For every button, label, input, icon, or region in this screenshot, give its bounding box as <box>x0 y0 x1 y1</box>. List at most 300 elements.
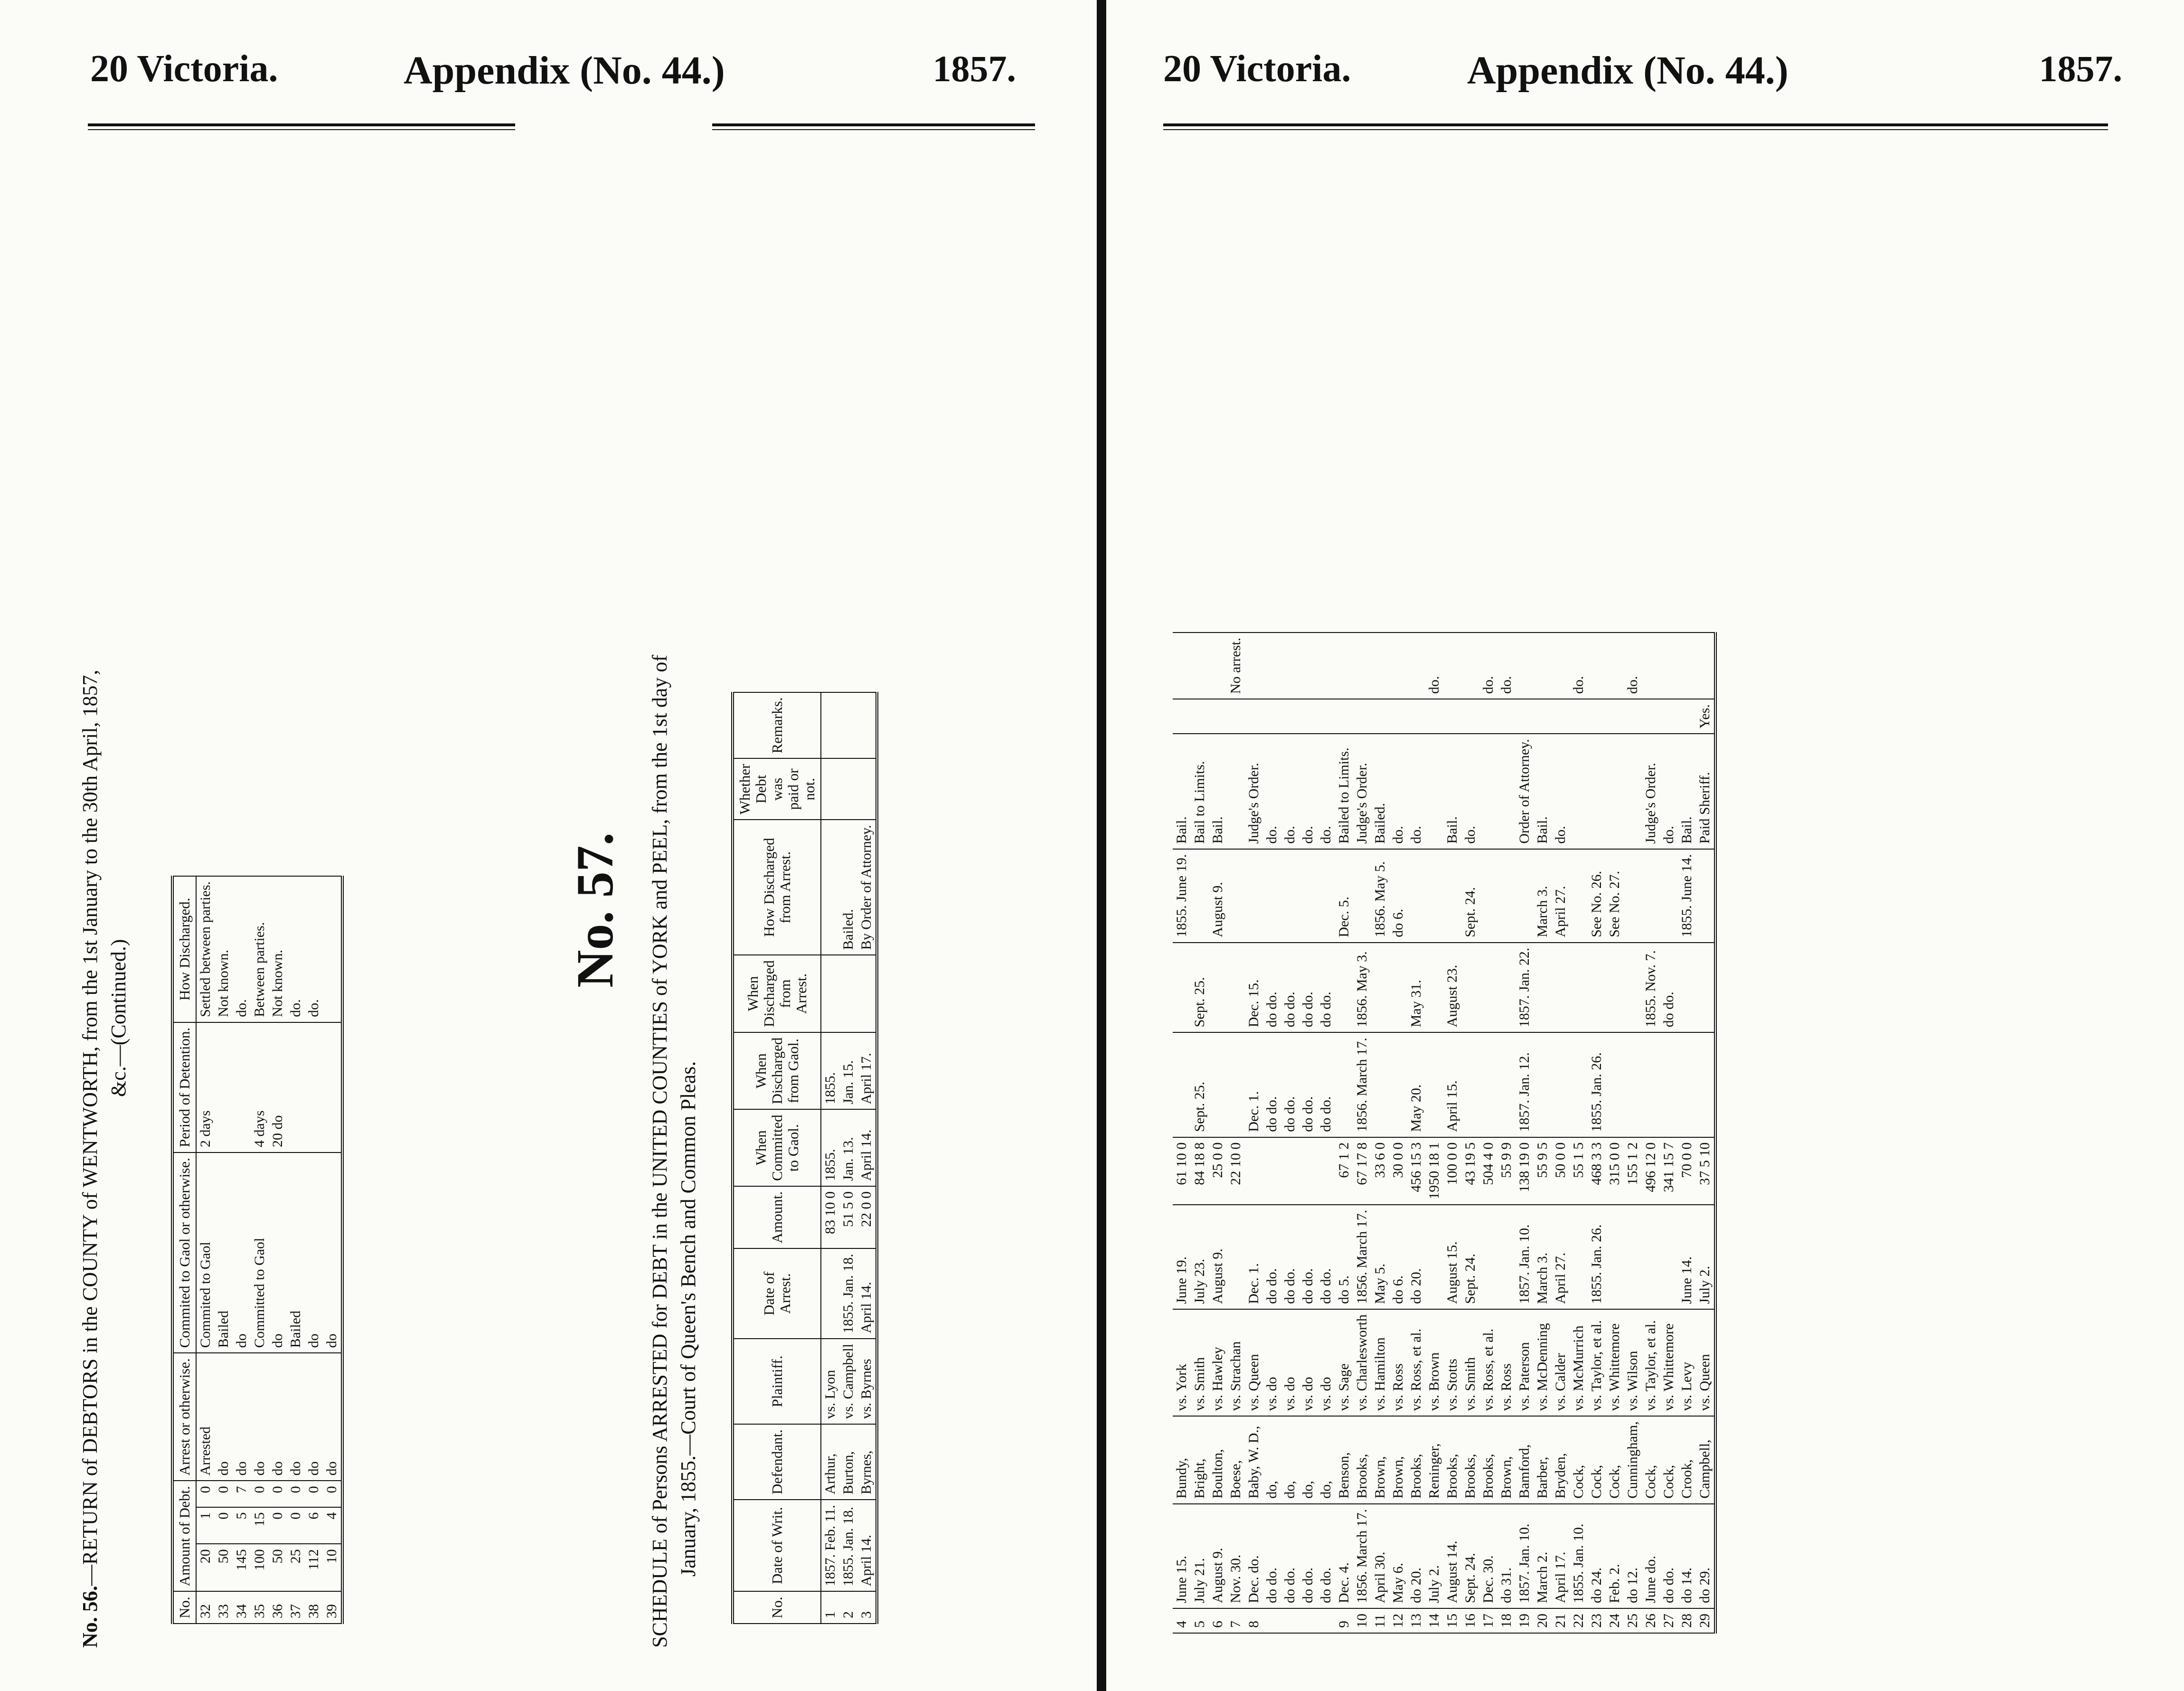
cell-whether <box>1281 699 1299 734</box>
cell-plaintiff: vs. Ross, et al. <box>1479 1309 1497 1416</box>
cell-how: Judge's Order. <box>1245 734 1263 849</box>
cell-plaintiff: vs. Ross, et al. <box>1407 1309 1425 1416</box>
cell-how <box>1570 734 1588 849</box>
cell-no: 7 <box>1227 1608 1245 1633</box>
cell-whether <box>1263 699 1281 734</box>
cell-plaintiff: vs. Calder <box>1552 1309 1570 1416</box>
cell-writ: April 17. <box>1552 1504 1570 1608</box>
cell-remarks <box>1443 633 1461 699</box>
cell-committed <box>1696 1032 1715 1137</box>
year-label: 1857. <box>932 48 1016 89</box>
cell-how <box>1588 734 1606 849</box>
table-row: 2 1855. Jan. 18. Burton, vs. Campbell 1855. Jan. 18. 51 5 0 Jan. 13. Jan. 15. Bailed. <box>839 692 857 1624</box>
cell-defendant: Brooks, <box>1461 1416 1479 1504</box>
cell-dis-arrest <box>1479 849 1497 943</box>
cell-plaintiff: vs. Hamilton <box>1371 1309 1389 1416</box>
cell-dis-gaol: 1857. Jan. 22. <box>1516 943 1534 1033</box>
cell-defendant: Crook, <box>1678 1416 1696 1504</box>
cell-remarks <box>1173 633 1191 699</box>
cell-amount <box>1263 1137 1281 1205</box>
cell-arrest: August 9. <box>1209 1205 1227 1309</box>
cell-plaintiff: vs. Queen <box>1696 1309 1715 1416</box>
cell-plaintiff: vs. Levy <box>1678 1309 1696 1416</box>
cell-dis-gaol: Dec. 15. <box>1245 943 1263 1033</box>
cell-how: Bail to Limits. <box>1191 734 1209 849</box>
col-no: No. <box>733 1591 821 1624</box>
cell-amount: 55 9 5 <box>1534 1137 1552 1205</box>
cell-committed <box>1461 1032 1479 1137</box>
col-committed: Commited to Gaol or otherwise. <box>172 1153 196 1353</box>
cell-plaintiff: vs. Smith <box>1461 1309 1479 1416</box>
cell-how: Bail. <box>1209 734 1227 849</box>
cell-dis-arrest: See No. 26. <box>1588 849 1606 943</box>
col-date-arrest: Date of Arrest. <box>733 1248 821 1339</box>
cell-remarks <box>1299 633 1317 699</box>
cell-plaintiff: vs. Ross <box>1497 1309 1516 1416</box>
cell-plaintiff: vs. Wilson <box>1624 1309 1642 1416</box>
cell-dis-arrest <box>1516 849 1534 943</box>
cell-defendant: Bundy, <box>1173 1416 1191 1504</box>
table-row <box>1245 633 1263 1633</box>
cell-amount: 70 0 0 <box>1678 1137 1696 1205</box>
cell-defendant: do, <box>1263 1416 1281 1504</box>
cell-remarks <box>1552 633 1570 699</box>
cell-committed <box>1389 1032 1407 1137</box>
cell-committed <box>1371 1032 1389 1137</box>
no57-title <box>646 655 703 1648</box>
cell-whether <box>1588 699 1606 734</box>
cell-committed <box>1497 1032 1516 1137</box>
cell-dis-arrest: March 3. <box>1534 849 1552 943</box>
cell-writ: do do. <box>1263 1504 1281 1608</box>
cell-dis-gaol: Sept. 25. <box>1191 943 1209 1033</box>
return56-number: No. 56. <box>78 1586 102 1648</box>
cell-dis-gaol: 1856. May 3. <box>1353 943 1371 1033</box>
cell-no: 29 <box>1696 1608 1715 1633</box>
cell-amount <box>1281 1137 1299 1205</box>
cell-whether <box>1552 699 1570 734</box>
cell-committed <box>1479 1032 1497 1137</box>
cell-how: do. <box>1552 734 1570 849</box>
cell-remarks: do. <box>1425 633 1443 699</box>
cell-writ: do 24. <box>1588 1504 1606 1608</box>
col-no: No. <box>172 1591 196 1624</box>
cell-defendant: Brown, <box>1497 1416 1516 1504</box>
cell-amount: 22 10 0 <box>1227 1137 1245 1205</box>
return56-table-block <box>171 876 344 1624</box>
cell-writ: July 21. <box>1191 1504 1209 1608</box>
cell-defendant: Cock, <box>1642 1416 1660 1504</box>
no57-table-block <box>731 692 878 1624</box>
cell-whether <box>1606 699 1624 734</box>
cell-how: Bailed to Limits. <box>1335 734 1353 849</box>
cell-writ: May 6. <box>1389 1504 1407 1608</box>
cell-committed <box>1173 1032 1191 1137</box>
cell-writ: June 15. <box>1173 1504 1191 1608</box>
return56-top-rule <box>88 123 515 130</box>
cell-arrest <box>1660 1205 1678 1309</box>
cell-no: 19 <box>1516 1608 1534 1633</box>
cell-remarks <box>1407 633 1425 699</box>
cell-no: 28 <box>1678 1608 1696 1633</box>
cell-committed: do do. <box>1281 1032 1299 1137</box>
continuation-table-block <box>1173 632 1717 1634</box>
cell-writ: do 12. <box>1624 1504 1642 1608</box>
table-row: 38 112 6 0 do do do. <box>305 876 323 1624</box>
cell-remarks <box>1389 633 1407 699</box>
cell-no: 20 <box>1534 1608 1552 1633</box>
cell-remarks <box>1588 633 1606 699</box>
session-label: 20 Victoria. <box>1163 48 1351 90</box>
cell-arrest: August 15. <box>1443 1205 1461 1309</box>
cell-no: 10 <box>1353 1608 1371 1633</box>
cell-dis-arrest: do 6. <box>1389 849 1407 943</box>
cell-no: 15 <box>1443 1608 1461 1633</box>
cell-arrest: June 14. <box>1678 1205 1696 1309</box>
cell-writ: Sept. 24. <box>1461 1504 1479 1608</box>
cell-dis-arrest <box>1245 849 1263 943</box>
cell-whether <box>1353 699 1371 734</box>
cell-dis-gaol <box>1335 943 1353 1033</box>
cell-whether <box>1516 699 1534 734</box>
cell-amount: 341 15 7 <box>1660 1137 1678 1205</box>
cell-dis-arrest: Dec. 5. <box>1335 849 1353 943</box>
cell-whether: Yes. <box>1696 699 1715 734</box>
cell-remarks <box>1516 633 1534 699</box>
cell-dis-gaol <box>1497 943 1516 1033</box>
cell-defendant: Boese, <box>1227 1416 1245 1504</box>
cell-remarks <box>1335 633 1353 699</box>
cell-plaintiff: vs. do <box>1281 1309 1299 1416</box>
table-row <box>1407 633 1425 1633</box>
cell-how: Order of Attorney. <box>1516 734 1534 849</box>
cell-how: do. <box>1407 734 1425 849</box>
cell-arrest: May 5. <box>1371 1205 1389 1309</box>
cell-how: do. <box>1299 734 1317 849</box>
appendix-label: Appendix (No. 44.) <box>404 48 725 93</box>
cell-no: 18 <box>1497 1608 1516 1633</box>
cell-defendant: Brooks, <box>1479 1416 1497 1504</box>
cell-remarks: do. <box>1624 633 1642 699</box>
cell-dis-gaol <box>1588 943 1606 1033</box>
cell-dis-gaol <box>1552 943 1570 1033</box>
cell-dis-arrest <box>1317 849 1335 943</box>
cell-writ: April 30. <box>1371 1504 1389 1608</box>
cell-whether <box>1678 699 1696 734</box>
cell-defendant: do, <box>1299 1416 1317 1504</box>
cell-plaintiff: vs. do <box>1299 1309 1317 1416</box>
cell-writ: 1856. March 17. <box>1353 1504 1371 1608</box>
cell-amount: 55 1 5 <box>1570 1137 1588 1205</box>
cell-arrest: do do. <box>1263 1205 1281 1309</box>
cell-amount: 155 1 2 <box>1624 1137 1642 1205</box>
cell-dis-gaol <box>1209 943 1227 1033</box>
table-row <box>1642 633 1660 1633</box>
cell-arrest: July 2. <box>1696 1205 1715 1309</box>
cell-dis-gaol <box>1227 943 1245 1033</box>
cell-committed <box>1642 1032 1660 1137</box>
cell-how: Bail. <box>1534 734 1552 849</box>
cell-how <box>1479 734 1497 849</box>
cell-plaintiff: vs. Strachan <box>1227 1309 1245 1416</box>
cell-remarks <box>1353 633 1371 699</box>
cell-remarks <box>1371 633 1389 699</box>
no57-title-line2: January, 1855.—Court of Queen's Bench and Common Pleas. <box>677 1061 700 1577</box>
cell-how <box>1425 734 1443 849</box>
table-row <box>1191 633 1209 1633</box>
cell-whether <box>1407 699 1425 734</box>
cell-amount <box>1317 1137 1335 1205</box>
col-how: How Discharged from Arrest. <box>733 820 821 955</box>
cell-writ: do 29. <box>1696 1504 1715 1608</box>
cell-arrest: April 27. <box>1552 1205 1570 1309</box>
cell-remarks <box>1534 633 1552 699</box>
cell-defendant: Bamford, <box>1516 1416 1534 1504</box>
table-row <box>1281 633 1299 1633</box>
cell-remarks <box>1317 633 1335 699</box>
cell-committed: do do. <box>1317 1032 1335 1137</box>
no57-title-line1: SCHEDULE of Persons ARRESTED for DEBT in the UNITED COUNTIES of YORK and PEEL, from the 1st day of <box>648 654 671 1648</box>
cell-committed <box>1209 1032 1227 1137</box>
cell-defendant: do, <box>1281 1416 1299 1504</box>
col-period: Period of Detention. <box>172 1022 196 1153</box>
cell-amount: 100 0 0 <box>1443 1137 1461 1205</box>
cell-no: 4 <box>1173 1608 1191 1633</box>
cell-arrest <box>1479 1205 1497 1309</box>
table-row <box>1209 633 1227 1633</box>
cell-arrest <box>1642 1205 1660 1309</box>
cell-arrest <box>1227 1205 1245 1309</box>
cell-dis-gaol: do do. <box>1281 943 1299 1033</box>
cell-arrest: do 6. <box>1389 1205 1407 1309</box>
cell-no <box>1317 1608 1335 1633</box>
year-label: 1857. <box>2039 48 2122 89</box>
col-plaintiff: Plaintiff. <box>733 1339 821 1424</box>
cell-defendant: Cock, <box>1606 1416 1624 1504</box>
cell-writ: 1857. Jan. 10. <box>1516 1504 1534 1608</box>
cell-no: 9 <box>1335 1608 1353 1633</box>
cell-arrest: do do. <box>1317 1205 1335 1309</box>
table-row <box>1425 633 1443 1633</box>
cell-remarks <box>1245 633 1263 699</box>
cell-whether <box>1371 699 1389 734</box>
table-row: 1 1857. Feb. 11. Arthur, vs. Lyon 83 10 0 1855. 1855. <box>821 692 839 1624</box>
cell-defendant: Boulton, <box>1209 1416 1227 1504</box>
cell-arrest: June 19. <box>1173 1205 1191 1309</box>
cell-arrest: March 3. <box>1534 1205 1552 1309</box>
cell-amount: 50 0 0 <box>1552 1137 1570 1205</box>
cell-whether <box>1191 699 1209 734</box>
table-row <box>1371 633 1389 1633</box>
col-whether: Whether Debt was paid or not. <box>733 759 821 820</box>
cell-remarks <box>1660 633 1678 699</box>
cell-how: do. <box>1461 734 1479 849</box>
col-arrest: Arrest or otherwise. <box>172 1353 196 1481</box>
cell-writ: do do. <box>1317 1504 1335 1608</box>
cell-remarks <box>1191 633 1209 699</box>
cell-arrest: 1855. Jan. 26. <box>1588 1205 1606 1309</box>
cell-arrest: Sept. 24. <box>1461 1205 1479 1309</box>
cell-defendant: Brown, <box>1389 1416 1407 1504</box>
cell-committed: do do. <box>1299 1032 1317 1137</box>
table-row <box>1317 633 1335 1633</box>
cell-plaintiff: vs. Taylor, et al. <box>1642 1309 1660 1416</box>
cell-dis-arrest <box>1191 849 1209 943</box>
cell-dis-arrest <box>1425 849 1443 943</box>
cell-writ: March 2. <box>1534 1504 1552 1608</box>
cell-amount: 456 15 3 <box>1407 1137 1425 1205</box>
cell-dis-gaol: do do. <box>1317 943 1335 1033</box>
col-amount: Amount. <box>733 1186 821 1248</box>
cell-remarks <box>1461 633 1479 699</box>
cell-writ: do 31. <box>1497 1504 1516 1608</box>
cell-dis-arrest <box>1497 849 1516 943</box>
cell-dis-gaol <box>1371 943 1389 1033</box>
cell-committed: April 15. <box>1443 1032 1461 1137</box>
cell-plaintiff: vs. Smith <box>1191 1309 1209 1416</box>
col-defendant: Defendant. <box>733 1424 821 1500</box>
cell-amount: 67 17 8 <box>1353 1137 1371 1205</box>
cell-arrest: do 20. <box>1407 1205 1425 1309</box>
cell-remarks: do. <box>1479 633 1497 699</box>
cell-writ: Nov. 30. <box>1227 1504 1245 1608</box>
continuation-table-body <box>1173 633 1715 1633</box>
cell-amount: 33 6 0 <box>1371 1137 1389 1205</box>
table-row <box>1570 633 1588 1633</box>
cell-whether <box>1425 699 1443 734</box>
cell-dis-arrest <box>1696 849 1715 943</box>
table-row <box>1660 633 1678 1633</box>
cell-defendant: Brown, <box>1371 1416 1389 1504</box>
cell-committed: Sept. 25. <box>1191 1032 1209 1137</box>
cell-defendant: Barber, <box>1534 1416 1552 1504</box>
table-row: 35 100 15 0 do Committed to Gaol 4 days Between parties. <box>251 876 269 1624</box>
cell-amount: 43 19 5 <box>1461 1137 1479 1205</box>
col-discharged-arrest: When Discharged from Arrest. <box>733 955 821 1032</box>
cell-dis-gaol <box>1624 943 1642 1033</box>
cell-amount: 30 0 0 <box>1389 1137 1407 1205</box>
cell-defendant: Brooks, <box>1407 1416 1425 1504</box>
table-row <box>1606 633 1624 1633</box>
table-row <box>1389 633 1407 1633</box>
cell-dis-arrest <box>1660 849 1678 943</box>
cell-how: Bailed. <box>1371 734 1389 849</box>
table-row: 36 50 0 0 do do 20 do Not known. <box>269 876 287 1624</box>
return56-title-line2: &c.—(Continued.) <box>107 939 130 1097</box>
cell-plaintiff: vs. Ross <box>1389 1309 1407 1416</box>
cell-committed <box>1534 1032 1552 1137</box>
table-row <box>1497 633 1516 1633</box>
cell-whether <box>1660 699 1678 734</box>
cell-plaintiff: vs. McDenning <box>1534 1309 1552 1416</box>
table-row: 33 50 0 0 do Bailed Not known. <box>215 876 233 1624</box>
cell-how <box>1606 734 1624 849</box>
cell-defendant: Brooks, <box>1443 1416 1461 1504</box>
table-row <box>1335 633 1353 1633</box>
cell-remarks <box>1606 633 1624 699</box>
no57-table <box>731 692 878 1624</box>
cell-committed: Dec. 1. <box>1245 1032 1263 1137</box>
cell-dis-gaol <box>1678 943 1696 1033</box>
cell-no: 27 <box>1660 1608 1678 1633</box>
cell-amount: 315 0 0 <box>1606 1137 1624 1205</box>
cell-dis-gaol: do do. <box>1660 943 1678 1033</box>
cell-whether <box>1245 699 1263 734</box>
cell-amount: 84 18 8 <box>1191 1137 1209 1205</box>
cell-dis-gaol <box>1173 943 1191 1033</box>
cell-dis-gaol <box>1696 943 1715 1033</box>
cell-how: do. <box>1317 734 1335 849</box>
cell-defendant: Reninger, <box>1425 1416 1443 1504</box>
cell-amount: 55 9 9 <box>1497 1137 1516 1205</box>
page-gutter <box>1097 0 1106 1691</box>
cell-whether <box>1209 699 1227 734</box>
cell-committed <box>1660 1032 1678 1137</box>
cell-remarks <box>1281 633 1299 699</box>
cell-amount: 138 19 0 <box>1516 1137 1534 1205</box>
cell-dis-arrest <box>1353 849 1371 943</box>
cell-amount: 67 1 2 <box>1335 1137 1353 1205</box>
cell-no: 25 <box>1624 1608 1642 1633</box>
session-label: 20 Victoria. <box>90 48 278 90</box>
cell-writ: 1855. Jan. 10. <box>1570 1504 1588 1608</box>
cell-no: 11 <box>1371 1608 1389 1633</box>
cell-how: Bail. <box>1443 734 1461 849</box>
table-row <box>1263 633 1281 1633</box>
cell-remarks: do. <box>1497 633 1516 699</box>
cell-how <box>1624 734 1642 849</box>
cell-writ: Dec. do. <box>1245 1504 1263 1608</box>
cell-plaintiff: vs. Charlesworth <box>1353 1309 1371 1416</box>
cell-how <box>1227 734 1245 849</box>
cell-dis-gaol: May 31. <box>1407 943 1425 1033</box>
table-row <box>1443 633 1461 1633</box>
cell-dis-arrest <box>1227 849 1245 943</box>
cell-dis-arrest <box>1407 849 1425 943</box>
cell-how: Judge's Order. <box>1353 734 1371 849</box>
cell-plaintiff: vs. Sage <box>1335 1309 1353 1416</box>
table-row <box>1624 633 1642 1633</box>
cell-plaintiff: vs. York <box>1173 1309 1191 1416</box>
cell-dis-arrest <box>1263 849 1281 943</box>
cell-defendant: Brooks, <box>1353 1416 1371 1504</box>
cell-writ: do do. <box>1299 1504 1317 1608</box>
cell-plaintiff: vs. do <box>1317 1309 1335 1416</box>
cell-defendant: do, <box>1317 1416 1335 1504</box>
cell-defendant: Cock, <box>1570 1416 1588 1504</box>
cell-whether <box>1389 699 1407 734</box>
col-amount: Amount of Debt. <box>172 1481 196 1591</box>
cell-arrest <box>1606 1205 1624 1309</box>
cell-dis-gaol: do do. <box>1299 943 1317 1033</box>
cell-arrest: July 23. <box>1191 1205 1209 1309</box>
table-row <box>1227 633 1245 1633</box>
cell-plaintiff: vs. Whittemore <box>1660 1309 1678 1416</box>
cell-amount <box>1299 1137 1317 1205</box>
cell-writ: August 14. <box>1443 1504 1461 1608</box>
cell-committed <box>1678 1032 1696 1137</box>
cell-remarks <box>1696 633 1715 699</box>
cell-dis-arrest: See No. 27. <box>1606 849 1624 943</box>
cell-dis-arrest <box>1281 849 1299 943</box>
continuation-top-rule <box>1163 123 2108 130</box>
no57-heading: No. 57. <box>566 832 624 988</box>
cell-arrest: do do. <box>1299 1205 1317 1309</box>
cell-whether <box>1642 699 1660 734</box>
cell-dis-gaol: 1855. Nov. 7. <box>1642 943 1660 1033</box>
cell-amount: 504 4 0 <box>1479 1137 1497 1205</box>
page-header <box>1106 33 2184 93</box>
